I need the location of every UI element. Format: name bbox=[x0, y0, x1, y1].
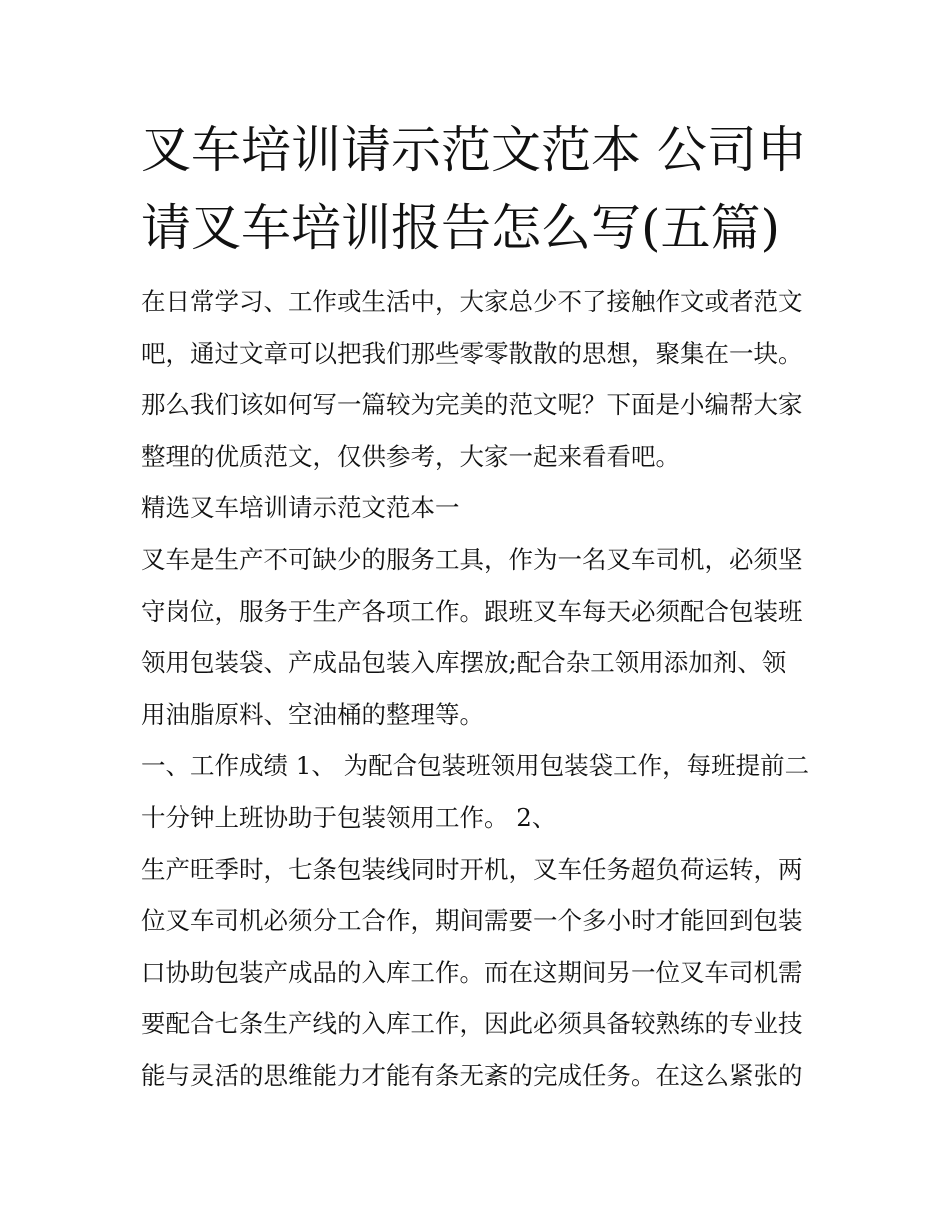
intro-paragraph-line: 那么我们该如何写一篇较为完美的范文呢？下面是小编帮大家 bbox=[141, 390, 803, 420]
body-paragraph-line: 用油脂原料、空油桶的整理等。 bbox=[141, 699, 484, 729]
body-paragraph-line: 领用包装袋、产成品包装入库摆放;配合杂工领用添加剂、领 bbox=[141, 648, 787, 678]
intro-paragraph-line: 整理的优质范文，仅供参考，大家一起来看看吧。 bbox=[141, 441, 680, 471]
body-paragraph-line: 生产旺季时，七条包装线同时开机，叉车任务超负荷运转，两 bbox=[141, 854, 803, 884]
body-paragraph-line: 叉车是生产不可缺少的服务工具，作为一名叉车司机，必须坚 bbox=[141, 544, 803, 574]
title-line: 叉车培训请示范文范本 公司申 bbox=[141, 121, 807, 179]
document-title bbox=[141, 111, 831, 267]
document-body bbox=[141, 276, 821, 1102]
body-paragraph-line: 十分钟上班协助于包装领用工作。 2、 bbox=[141, 802, 557, 832]
body-paragraph-line: 要配合七条生产线的入库工作，因此必须具备较熟练的专业技 bbox=[141, 1009, 803, 1039]
section-heading: 精选叉车培训请示范文范本一 bbox=[141, 493, 460, 523]
body-paragraph-line: 位叉车司机必须分工合作，期间需要一个多小时才能回到包装 bbox=[141, 906, 803, 936]
body-paragraph-line: 能与灵活的思维能力才能有条无紊的完成任务。在这么紧张的 bbox=[141, 1060, 803, 1090]
body-paragraph-line: 口协助包装产成品的入库工作。而在这期间另一位叉车司机需 bbox=[141, 957, 803, 987]
body-paragraph-line: 守岗位，服务于生产各项工作。跟班叉车每天必须配合包装班 bbox=[141, 596, 803, 626]
intro-paragraph-line: 吧，通过文章可以把我们那些零零散散的思想，聚集在一块。 bbox=[141, 338, 803, 368]
intro-paragraph-line: 在日常学习、工作或生活中，大家总少不了接触作文或者范文 bbox=[141, 287, 803, 316]
body-paragraph-line: 一、工作成绩 1、 为配合包装班领用包装袋工作，每班提前二 bbox=[141, 751, 810, 781]
title-line: 请叉车培训报告怎么写(五篇) bbox=[141, 199, 781, 257]
